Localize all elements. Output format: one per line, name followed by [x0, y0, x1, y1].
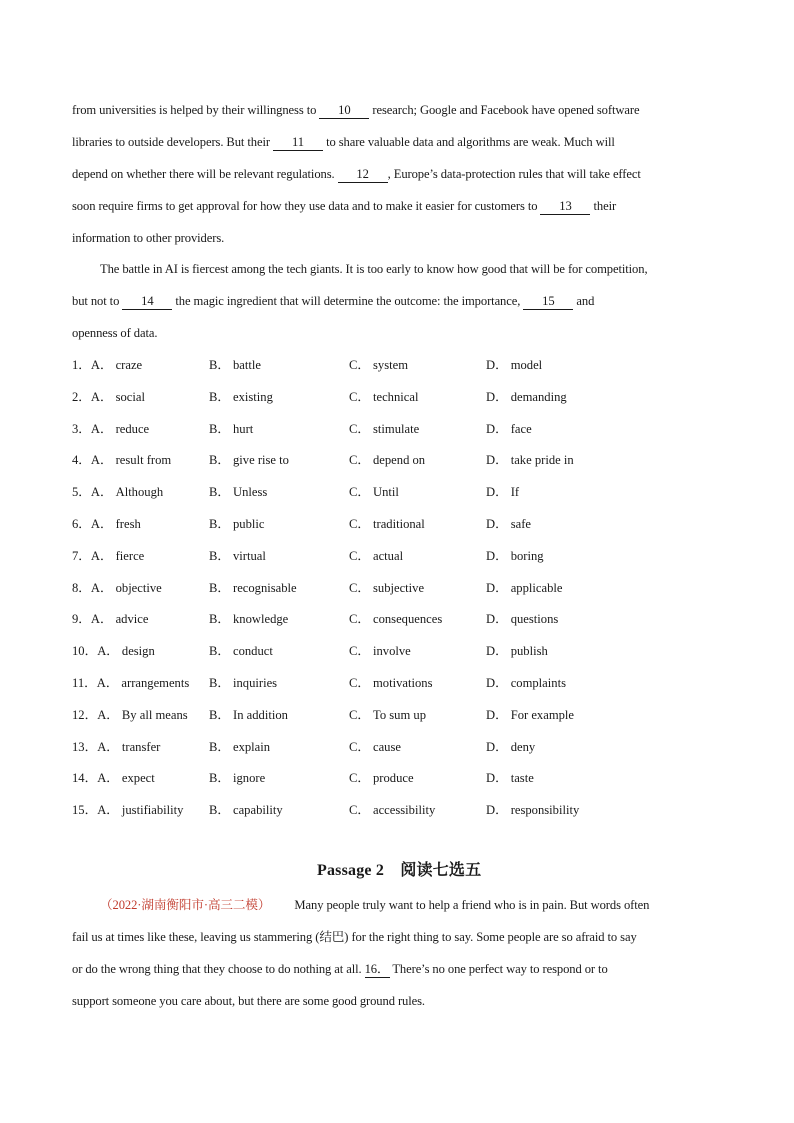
option-text: accessibility	[373, 803, 436, 818]
option-label: B．	[209, 612, 230, 627]
option-text: fresh	[115, 517, 141, 531]
option-text: Until	[373, 485, 399, 500]
text: but not to	[72, 294, 123, 308]
option-label: C．	[349, 453, 370, 468]
option-a	[72, 762, 155, 794]
option-label: C．	[349, 644, 370, 659]
text: research; Google and Facebook have opened software	[369, 103, 640, 117]
option-b	[209, 635, 273, 667]
option-text: technical	[373, 389, 419, 404]
option-text: Although	[115, 485, 164, 500]
option-text: objective	[115, 580, 162, 595]
option-text: system	[373, 358, 408, 372]
option-label: C．	[349, 485, 370, 500]
option-d	[486, 794, 579, 826]
text: depend on whether there will be relevant regulations.	[72, 167, 338, 181]
option-b	[209, 508, 264, 540]
option-a	[72, 476, 163, 508]
option-text: actual	[373, 548, 404, 563]
p2b-line-3	[72, 953, 724, 985]
blank-11: 11	[273, 134, 323, 151]
option-b	[209, 540, 266, 572]
option-label: C．	[349, 389, 370, 404]
option-text: applicable	[510, 580, 563, 595]
text: from universities is helped by their willingness to	[72, 103, 320, 117]
text: There’s no one perfect way to respond or to	[389, 962, 608, 976]
option-b	[209, 794, 283, 826]
passage2-paragraph	[72, 889, 724, 1017]
option-label: 11．A．	[72, 676, 119, 690]
blank-13: 13	[540, 198, 590, 215]
option-label: D．	[486, 358, 508, 372]
option-text: face	[510, 421, 532, 436]
option-label: D．	[486, 517, 508, 531]
option-text: model	[510, 358, 543, 372]
option-label: B．	[209, 803, 230, 818]
p1-line-3	[72, 158, 724, 190]
option-d	[486, 413, 532, 445]
option-text: Unless	[233, 485, 268, 500]
option-text: By all means	[121, 707, 188, 722]
option-text: craze	[115, 358, 143, 372]
option-b	[209, 762, 265, 794]
option-b	[209, 699, 288, 731]
option-d	[486, 444, 574, 476]
option-d	[486, 762, 534, 794]
option-b	[209, 444, 289, 476]
option-a	[72, 508, 141, 540]
option-d	[486, 476, 519, 508]
option-d	[486, 603, 558, 635]
option-d	[486, 349, 542, 381]
passage1-paragraph-1	[72, 94, 724, 254]
p2-line-2	[72, 285, 724, 317]
option-label: B．	[209, 548, 230, 563]
option-label: B．	[209, 580, 230, 595]
option-label: C．	[349, 612, 370, 627]
option-label: B．	[209, 739, 230, 754]
option-c	[349, 381, 418, 413]
option-label: D．	[486, 580, 508, 595]
option-text: subjective	[373, 580, 425, 595]
option-label: 10．A．	[72, 644, 119, 659]
option-label: C．	[349, 548, 370, 563]
option-label: B．	[209, 707, 230, 722]
option-c	[349, 731, 401, 763]
option-label: D．	[486, 453, 508, 468]
option-text: traditional	[373, 517, 425, 531]
option-label: B．	[209, 453, 230, 468]
p2-line-3: openness of data.	[72, 326, 158, 340]
option-text: motivations	[373, 676, 433, 690]
option-b	[209, 413, 253, 445]
option-a	[72, 381, 145, 413]
option-a	[72, 444, 171, 476]
option-text: In addition	[233, 707, 288, 722]
option-text: taste	[510, 771, 534, 786]
option-d	[486, 635, 548, 667]
option-c	[349, 413, 419, 445]
option-text: transfer	[121, 739, 161, 754]
option-label: 13．A．	[72, 739, 119, 754]
option-text: depend on	[373, 453, 426, 468]
text: , Europe’s data-protection rules that will take effect	[387, 167, 641, 181]
option-text: complaints	[510, 676, 566, 690]
option-b	[209, 381, 273, 413]
option-label: C．	[349, 707, 370, 722]
option-label: 14．A．	[72, 771, 119, 786]
option-label: D．	[486, 389, 508, 404]
option-c	[349, 444, 425, 476]
option-text: battle	[233, 358, 261, 372]
option-label: C．	[349, 676, 370, 690]
option-text: produce	[373, 771, 414, 786]
option-c	[349, 540, 403, 572]
text: their	[590, 199, 617, 213]
option-label: C．	[349, 739, 370, 754]
option-label: 12．A．	[72, 707, 119, 722]
option-a	[72, 349, 142, 381]
option-label: C．	[349, 358, 370, 372]
option-text: justifiability	[121, 803, 184, 818]
option-label: B．	[209, 421, 230, 436]
option-b	[209, 731, 270, 763]
blank-10: 10	[319, 102, 369, 119]
option-c	[349, 699, 426, 731]
option-a	[72, 699, 188, 731]
option-label: 5．A．	[72, 485, 113, 500]
option-b	[209, 572, 297, 604]
p2b-line-1	[72, 889, 724, 921]
option-label: D．	[486, 421, 508, 436]
option-text: give rise to	[233, 453, 289, 468]
option-text: design	[121, 644, 155, 659]
option-text: publish	[510, 644, 548, 659]
option-label: 15．A．	[72, 803, 119, 818]
option-a	[72, 572, 162, 604]
option-label: B．	[209, 485, 230, 500]
blank-15: 15	[523, 293, 573, 310]
option-label: D．	[486, 771, 508, 786]
option-b	[209, 603, 288, 635]
option-label: 1．A．	[72, 358, 113, 372]
option-d	[486, 572, 562, 604]
option-label: 7．A．	[72, 548, 113, 563]
option-text: boring	[510, 548, 544, 563]
option-label: C．	[349, 580, 370, 595]
option-c	[349, 508, 425, 540]
option-text: consequences	[373, 612, 443, 627]
option-a	[72, 635, 155, 667]
option-text: arrangements	[121, 676, 190, 690]
option-label: D．	[486, 485, 508, 500]
option-text: fierce	[115, 548, 145, 563]
option-label: B．	[209, 676, 230, 690]
blank-12: 12	[338, 166, 388, 183]
text: soon require firms to get approval for how they use data and to make it easier for customers to	[72, 199, 541, 213]
passage2-title: Passage 2 阅读七选五	[317, 862, 482, 879]
option-text: reduce	[115, 421, 150, 436]
option-text: demanding	[510, 389, 567, 404]
option-text: result from	[115, 453, 172, 468]
option-text: recognisable	[233, 580, 297, 595]
text: or do the wrong thing that they choose to do nothing at all.	[72, 962, 365, 976]
option-c	[349, 572, 424, 604]
option-label: D．	[486, 644, 508, 659]
option-d	[486, 667, 566, 699]
option-label: B．	[209, 771, 230, 786]
option-b	[209, 667, 277, 699]
option-text: conduct	[233, 644, 273, 659]
p1-line-4	[72, 190, 724, 222]
option-c	[349, 667, 432, 699]
option-text: inquiries	[233, 676, 278, 690]
option-label: D．	[486, 707, 508, 722]
option-text: If	[510, 485, 520, 500]
option-label: B．	[209, 358, 230, 372]
option-label: D．	[486, 548, 508, 563]
option-d	[486, 381, 567, 413]
option-text: cause	[373, 739, 401, 754]
option-c	[349, 794, 435, 826]
option-label: C．	[349, 421, 370, 436]
option-text: take pride in	[510, 453, 574, 468]
option-text: knowledge	[233, 612, 289, 627]
option-b	[209, 349, 261, 381]
option-a	[72, 413, 149, 445]
text: Many people truly want to help a friend who is in pain. But words often	[294, 898, 650, 912]
option-d	[486, 540, 544, 572]
option-text: social	[115, 389, 145, 404]
option-label: 9．A．	[72, 612, 113, 627]
text: to share valuable data and algorithms are weak. Much will	[323, 135, 615, 149]
p2-line-1: The battle in AI is fiercest among the tech giants. It is too early to know how good that will be for competition,	[100, 262, 648, 276]
option-label: D．	[486, 612, 508, 627]
option-text: public	[233, 517, 265, 531]
p1-line-1	[72, 94, 724, 126]
p2b-line-4: support someone you care about, but there are some good ground rules.	[72, 994, 425, 1008]
option-a	[72, 540, 144, 572]
option-text: hurt	[233, 421, 254, 436]
option-label: B．	[209, 644, 230, 659]
option-a	[72, 731, 160, 763]
option-label: D．	[486, 676, 508, 690]
option-label: 4．A．	[72, 453, 113, 468]
option-label: C．	[349, 771, 370, 786]
option-label: B．	[209, 517, 230, 531]
option-a	[72, 794, 183, 826]
option-b	[209, 476, 267, 508]
option-text: To sum up	[373, 707, 426, 722]
option-label: C．	[349, 803, 370, 818]
option-label: B．	[209, 389, 230, 404]
blank-14: 14	[122, 293, 172, 310]
option-c	[349, 349, 408, 381]
text: libraries to outside developers. But their	[72, 135, 274, 149]
blank-16: 16．	[364, 962, 390, 976]
source-note: （2022·湖南衡阳市·高三二模）	[100, 898, 271, 912]
option-text: questions	[510, 612, 559, 627]
option-text: For example	[510, 707, 575, 722]
option-c	[349, 476, 399, 508]
text: the magic ingredient that will determine the outcome: the importance,	[172, 294, 524, 308]
option-d	[486, 508, 531, 540]
option-label: 8．A．	[72, 580, 113, 595]
option-text: existing	[233, 389, 273, 404]
option-a	[72, 667, 189, 699]
option-text: deny	[510, 739, 536, 754]
option-text: explain	[233, 739, 271, 754]
option-text: ignore	[233, 771, 266, 786]
option-text: involve	[373, 644, 411, 659]
option-text: virtual	[233, 548, 266, 563]
passage1-paragraph-2	[72, 253, 724, 349]
option-label: C．	[349, 517, 370, 531]
option-text: capability	[233, 803, 283, 818]
option-label: 3．A．	[72, 421, 113, 436]
option-c	[349, 762, 414, 794]
option-text: expect	[121, 771, 155, 786]
option-a	[72, 603, 148, 635]
option-d	[486, 731, 535, 763]
p2b-line-2: fail us at times like these, leaving us stammering (结巴) for the right thing to say. Some people are so afraid to say	[72, 930, 637, 944]
p1-line-2	[72, 126, 724, 158]
option-label: 2．A．	[72, 389, 113, 404]
option-c	[349, 603, 442, 635]
option-text: responsibility	[510, 803, 580, 818]
option-label: D．	[486, 803, 508, 818]
p1-line-5: information to other providers.	[72, 231, 225, 245]
option-text: stimulate	[373, 421, 420, 436]
option-d	[486, 699, 574, 731]
text: and	[573, 294, 595, 308]
option-text: safe	[510, 517, 531, 531]
option-label: D．	[486, 739, 508, 754]
option-label: 6．A．	[72, 517, 113, 531]
option-text: advice	[115, 612, 149, 627]
option-c	[349, 635, 411, 667]
